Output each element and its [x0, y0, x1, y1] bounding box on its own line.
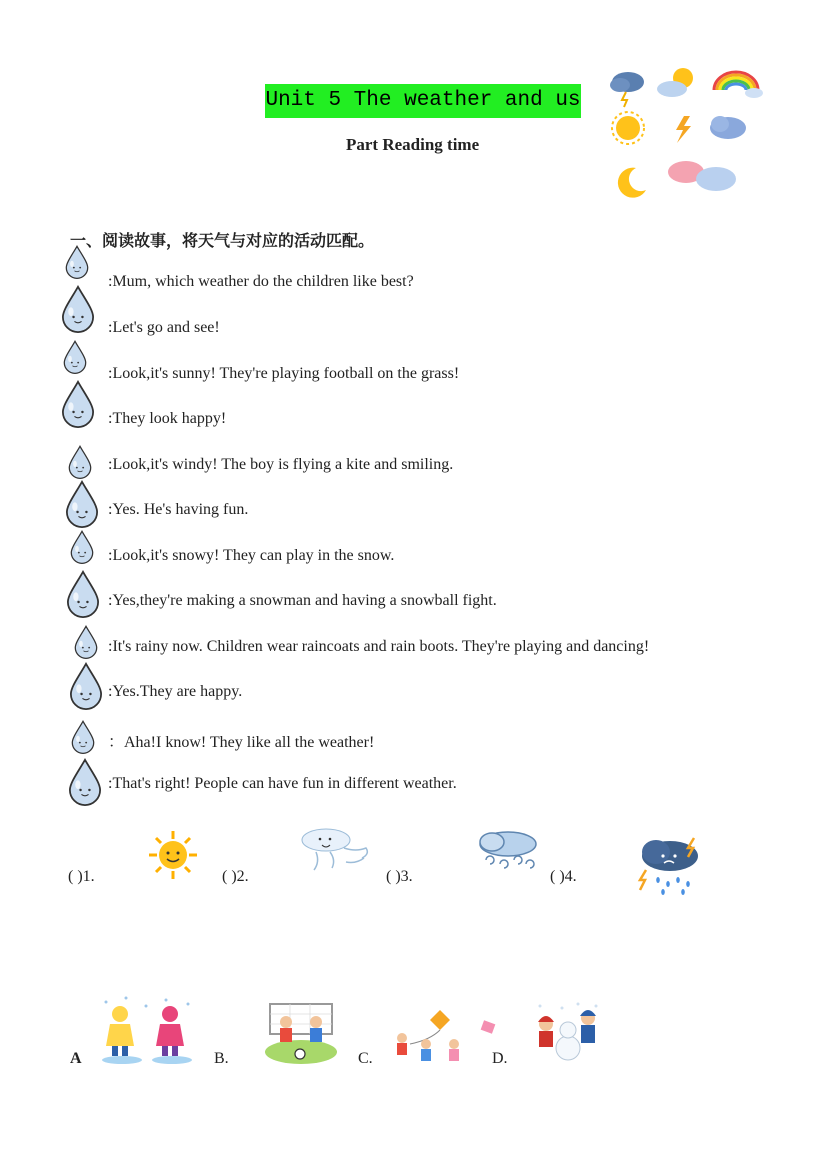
raindrop-speaker-icon: [60, 285, 96, 333]
dialogue-line: :That's right! People can have fun in different weather.: [108, 775, 457, 792]
match-blank-3[interactable]: ( )3.: [386, 868, 413, 885]
lightning-icon: [676, 116, 691, 143]
sun-cloud-icon: [657, 68, 693, 97]
rainy-picture-icon: [636, 834, 702, 898]
weather-icons-cluster: [606, 66, 766, 201]
page-title: Unit 5 The weather and us: [265, 84, 581, 118]
dialogue-line: :It's rainy now. Children wear raincoats and rain boots. They're playing and dancing!: [108, 638, 650, 655]
dialogue-line: :Look,it's snowy! They can play in the snow.: [108, 547, 395, 564]
sun-icon: [612, 112, 644, 144]
windy-picture-icon: [296, 826, 372, 876]
dialogue-line: :Yes. He's having fun.: [108, 501, 249, 518]
pink-cloud-icon: [668, 161, 736, 191]
match-blank-2[interactable]: ( )2.: [222, 868, 249, 885]
sunny-picture-icon: [148, 830, 198, 880]
match-blank-4[interactable]: ( )4.: [550, 868, 577, 885]
option-b-label: B.: [214, 1050, 229, 1067]
dialogue-line: :Let's go and see!: [108, 319, 220, 336]
dialogue-line: :Look,it's sunny! They're playing football on the grass!: [108, 365, 460, 382]
dialogue-line: :Yes,they're making a snowman and having a snowball fight.: [108, 592, 497, 609]
football-picture-icon: [264, 1002, 338, 1064]
raindrop-speaker-icon: [69, 720, 97, 754]
raindrop-speaker-icon: [64, 480, 100, 528]
match-blank-1[interactable]: ( )1.: [68, 868, 95, 885]
raindrop-speaker-icon: [65, 570, 101, 618]
snowman-picture-icon: [534, 1002, 600, 1064]
cloud-icon: [710, 116, 746, 139]
option-d-label: D.: [492, 1050, 508, 1067]
dialogue-line: :They look happy!: [108, 410, 227, 427]
option-c-label: C.: [358, 1050, 373, 1067]
raindrop-speaker-icon: [66, 445, 94, 479]
kite-picture-icon: [390, 1008, 500, 1066]
rain-play-picture-icon: [96, 994, 198, 1066]
rainbow-icon: [714, 72, 763, 98]
raindrop-speaker-icon: [63, 245, 91, 279]
dialogue-line: :Mum, which weather do the children like best?: [108, 273, 414, 290]
raindrop-speaker-icon: [72, 625, 100, 659]
page-subtitle: Part Reading time: [346, 135, 480, 154]
storm-cloud-icon: [610, 72, 644, 107]
option-a-label: A: [70, 1050, 82, 1067]
raindrop-speaker-icon: [67, 758, 103, 806]
raindrop-speaker-icon: [61, 340, 89, 374]
dialogue-line: :Yes.They are happy.: [108, 683, 243, 700]
raindrop-speaker-icon: [68, 530, 96, 564]
moon-icon: [618, 168, 646, 198]
section-heading: 一、阅读故事，将天气与对应的活动匹配。: [70, 231, 375, 250]
dialogue-line: ：Aha!I know! They like all the weather!: [108, 734, 375, 751]
dialogue-line: :Look,it's windy! The boy is flying a kite and smiling.: [108, 456, 454, 473]
snowy-picture-icon: [474, 830, 540, 876]
raindrop-speaker-icon: [60, 380, 96, 428]
raindrop-speaker-icon: [68, 662, 104, 710]
